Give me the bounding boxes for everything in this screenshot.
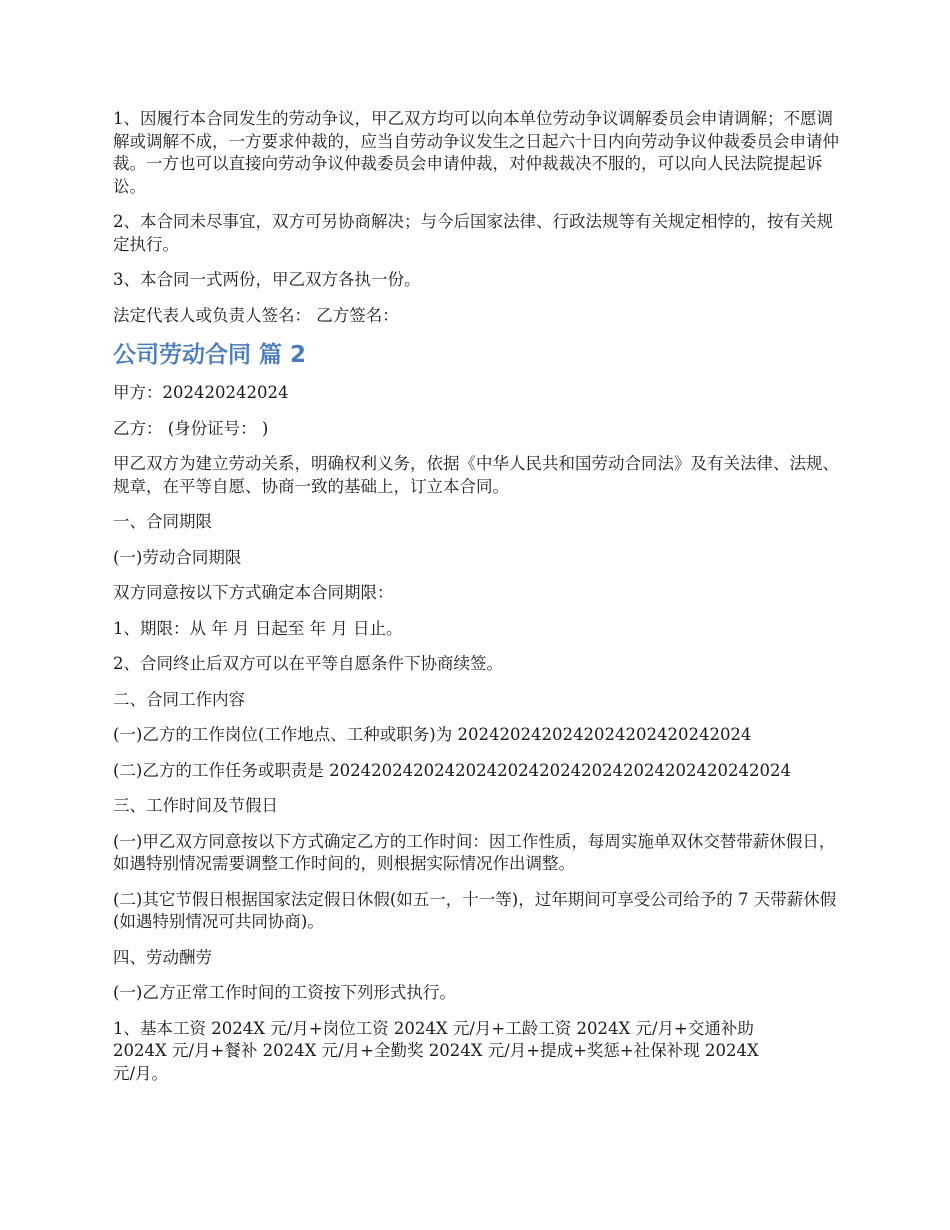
paragraph-term-method: 双方同意按以下方式确定本合同期限： xyxy=(113,583,394,602)
paragraph-dispute-resolution: 1、因履行本合同发生的劳动争议，甲乙双方均可以向本单位劳动争议调解委员会申请调解；不愿调解或调解不成，一方要求仲裁的，应当自劳动争议发生之日起六十日内向劳动争议仲裁委员会申请仲裁。一方也可以直接向劳动争议仲裁委员会申请仲裁，对仲裁裁决不服的，可以向人民法院提起诉讼。 xyxy=(113,109,839,196)
paragraph-preamble: 甲乙双方为建立劳动关系，明确权利义务，依据《中华人民共和国劳动合同法》及有关法律、法规、规章，在平等自愿、协商一致的基础上，订立本合同。 xyxy=(113,454,839,496)
subsection-contract-term: (一)劳动合同期限 xyxy=(113,547,242,567)
paragraph-holidays: (二)其它节假日根据国家法定假日休假(如五一，十一等)，过年期间可享受公司给予的 7 天带薪休假(如遇特别情况可共同协商)。 xyxy=(113,889,837,931)
section-remuneration: 四、劳动酬劳 xyxy=(113,947,212,967)
signature-line: 法定代表人或负责人签名： 乙方签名： xyxy=(113,305,399,325)
document-page xyxy=(113,108,845,1098)
paragraph-salary-form: (一)乙方正常工作时间的工资按下列形式执行。 xyxy=(113,983,456,1002)
paragraph-unresolved-matters: 2、本合同未尽事宜，双方可另协商解决；与今后国家法律、行政法规等有关规定相悖的，按有关规定执行。 xyxy=(113,212,833,254)
party-b-line: 乙方： (身份证号： ) xyxy=(113,418,269,438)
paragraph-copies: 3、本合同一式两份，甲乙双方各执一份。 xyxy=(113,270,421,289)
section-heading: 公司劳动合同 篇 2 xyxy=(113,342,307,368)
paragraph-renewal: 2、合同终止后双方可以在平等自愿条件下协商续签。 xyxy=(113,654,503,673)
paragraph-salary-breakdown: 1、基本工资 2024X 元/月+岗位工资 2024X 元/月+工龄工资 2024X 元/月+交通补助 2024X 元/月+餐补 2024X 元/月+全勤奖 2024X 元/月+提成+奖惩+社保补现 2024X 元/月。 xyxy=(113,1018,759,1083)
paragraph-job-position: (一)乙方的工作岗位(工作地点、工种或职务)为 2024202420242024202420242024 xyxy=(113,725,752,744)
paragraph-job-duties: (二)乙方的工作任务或职责是 20242024202420242024202420242024202420242024 xyxy=(113,760,792,780)
paragraph-term-period: 1、期限：从 年 月 日起至 年 月 日止。 xyxy=(113,618,403,638)
party-a-line: 甲方：202420242024 xyxy=(113,383,289,402)
section-contract-term: 一、合同期限 xyxy=(113,512,212,531)
section-working-hours: 三、工作时间及节假日 xyxy=(113,796,278,815)
paragraph-working-time: (一)甲乙双方同意按以下方式确定乙方的工作时间：因工作性质，每周实施单双休交替带薪休假日，如遇特别情况需要调整工作时间的，则根据实际情况作出调整。 xyxy=(113,831,836,873)
section-work-content: 二、合同工作内容 xyxy=(113,689,245,709)
